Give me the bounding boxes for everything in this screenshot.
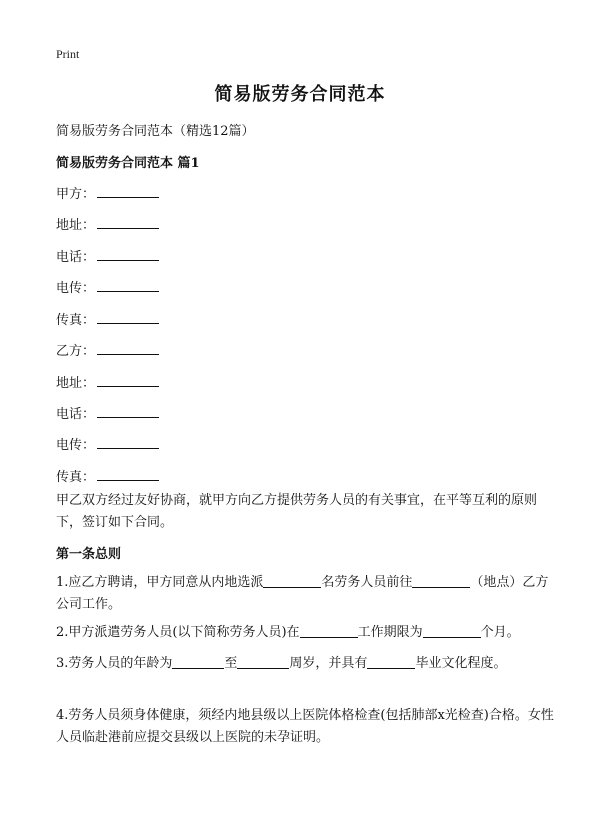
- document-subtitle: 简易版劳务合同范本（精选12篇）: [56, 124, 255, 139]
- clause-text: 工作期限为: [357, 625, 423, 640]
- clause-text: 毕业文化程度。: [415, 656, 507, 671]
- clause-4: 4.劳务人员须身体健康，须经内地县级以上医院体格检查(包括肺部x光检查)合格。女性人员临赴港前应提交县级以上医院的未孕证明。: [56, 708, 554, 745]
- blank-line: [263, 574, 321, 588]
- field-blank: [97, 372, 159, 387]
- clause-text: 名劳务人员前往: [321, 575, 413, 590]
- clause-3: [56, 653, 556, 675]
- blank-line: [367, 655, 415, 669]
- field-party-a-address: [56, 214, 159, 233]
- clause-1: [56, 572, 556, 616]
- field-label: 甲方：: [56, 187, 96, 202]
- field-blank: [97, 403, 159, 418]
- field-blank: [97, 466, 159, 481]
- field-label: 地址：: [56, 218, 96, 233]
- clause-text: 个月。: [480, 625, 520, 640]
- clause-text: 2.甲方派遣劳务人员(以下简称劳务人员)在: [56, 625, 300, 640]
- document-title: 简易版劳务合同范本: [214, 84, 386, 105]
- clause-text: 周岁，并具有: [289, 656, 368, 671]
- clause-text: （地点）乙方公司工作。: [56, 575, 549, 612]
- field-blank: [97, 183, 159, 198]
- field-blank: [97, 434, 159, 449]
- field-label: 传真：: [56, 313, 96, 328]
- field-party-b-phone: [56, 403, 159, 422]
- clause-text: 3.劳务人员的年龄为: [56, 656, 173, 671]
- field-party-b-address: [56, 372, 159, 391]
- clause-text: 1.应乙方聘请，甲方同意从内地选派: [56, 575, 264, 590]
- blank-line: [172, 655, 224, 669]
- field-blank: [97, 246, 159, 261]
- blank-line: [237, 655, 289, 669]
- clause-2: [56, 622, 556, 644]
- field-party-a-fax: [56, 309, 159, 328]
- field-label: 电话：: [56, 250, 96, 265]
- field-party-b-telex: [56, 434, 159, 453]
- field-label: 地址：: [56, 376, 96, 391]
- field-party-a: [56, 183, 159, 202]
- field-label: 电传：: [56, 281, 96, 296]
- field-party-a-telex: [56, 277, 159, 296]
- print-link[interactable]: Print: [56, 47, 80, 61]
- blank-line: [412, 574, 470, 588]
- field-label: 乙方：: [56, 344, 96, 359]
- field-party-b-fax: [56, 466, 159, 485]
- section-title: 简易版劳务合同范本 篇1: [56, 156, 200, 171]
- field-party-a-phone: [56, 246, 159, 265]
- field-label: 电话：: [56, 407, 96, 422]
- field-label: 传真：: [56, 470, 96, 485]
- field-party-b: [56, 340, 159, 359]
- field-blank: [97, 340, 159, 355]
- blank-line: [300, 624, 358, 638]
- field-blank: [97, 309, 159, 324]
- field-blank: [97, 214, 159, 229]
- article-1-title: 第一条总则: [56, 547, 122, 562]
- field-label: 电传：: [56, 438, 96, 453]
- field-blank: [97, 277, 159, 292]
- blank-line: [423, 624, 481, 638]
- clause-text: 至: [224, 656, 238, 671]
- intro-paragraph: 甲乙双方经过友好协商，就甲方向乙方提供劳务人员的有关事宜，在平等互利的原则下，签订如下合同。: [56, 493, 538, 530]
